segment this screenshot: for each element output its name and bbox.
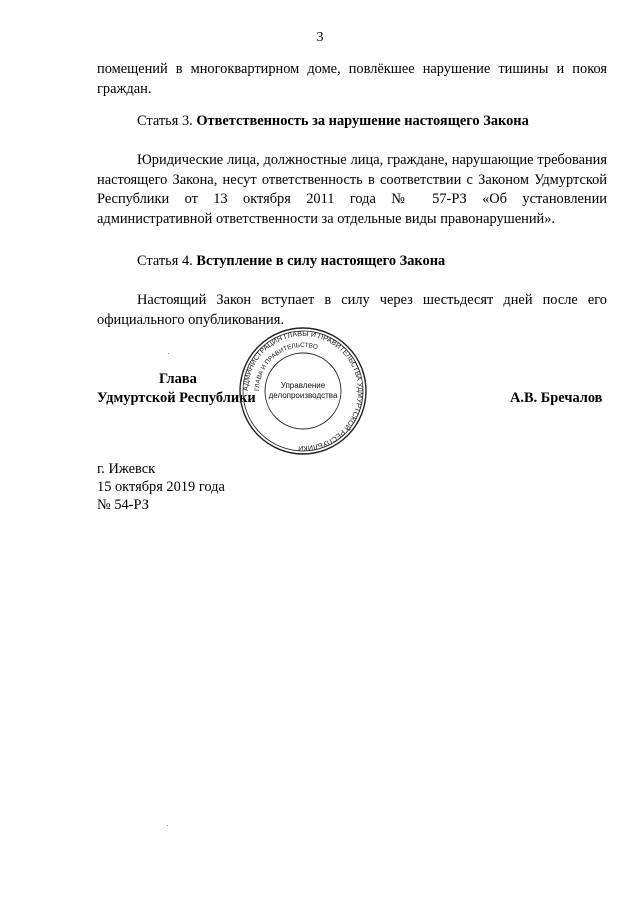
article-3-label: Статья 3. [137, 113, 193, 129]
article-4-title: Вступление в силу настоящего Закона [196, 253, 446, 269]
signature-title-line1: Глава [159, 371, 197, 387]
stamp-inner-ring-text: ГЛАВА И ПРАВИТЕЛЬСТВО [253, 341, 319, 392]
stamp-center-line2: делопроизводства [268, 391, 338, 400]
official-stamp [238, 326, 368, 456]
page-number: 3 [316, 30, 324, 45]
scan-speck [168, 353, 169, 354]
date: 15 октября 2019 года [97, 479, 225, 495]
stamp-center-line1: Управление [280, 381, 326, 390]
intro-paragraph: помещений в многоквартирном доме, повлёкшее нарушение тишины и покоя граждан. [97, 61, 607, 97]
article-3-heading [137, 113, 529, 130]
article-4-label: Статья 4. [137, 253, 193, 269]
law-number: № 54-РЗ [97, 497, 149, 513]
article-4-heading [137, 253, 445, 270]
stamp-outer-ring-text: АДМИНИСТРАЦИЯ ГЛАВЫ И ПРАВИТЕЛЬСТВА УДМУРТСКОЙ РЕСПУБЛИКИ [240, 328, 366, 454]
place: г. Ижевск [97, 461, 156, 477]
scan-speck [167, 825, 168, 826]
article-3-text: Юридические лица, должностные лица, граждане, нарушающие требования настоящего Закона, несут ответственность в соответствии с Законом Удмуртской Республики от 13 октября 2011 года № 57-РЗ «Об установлении административной ответственности за отдельные виды правонарушений». [97, 152, 607, 227]
signature-title-line2: Удмуртской Республики [97, 390, 256, 406]
article-4-text: Настоящий Закон вступает в силу через шестьдесят дней после его официального опубликования. [97, 292, 607, 328]
signatory-name: А.В. Бречалов [510, 390, 603, 406]
article-3-title: Ответственность за нарушение настоящего Закона [196, 113, 529, 129]
